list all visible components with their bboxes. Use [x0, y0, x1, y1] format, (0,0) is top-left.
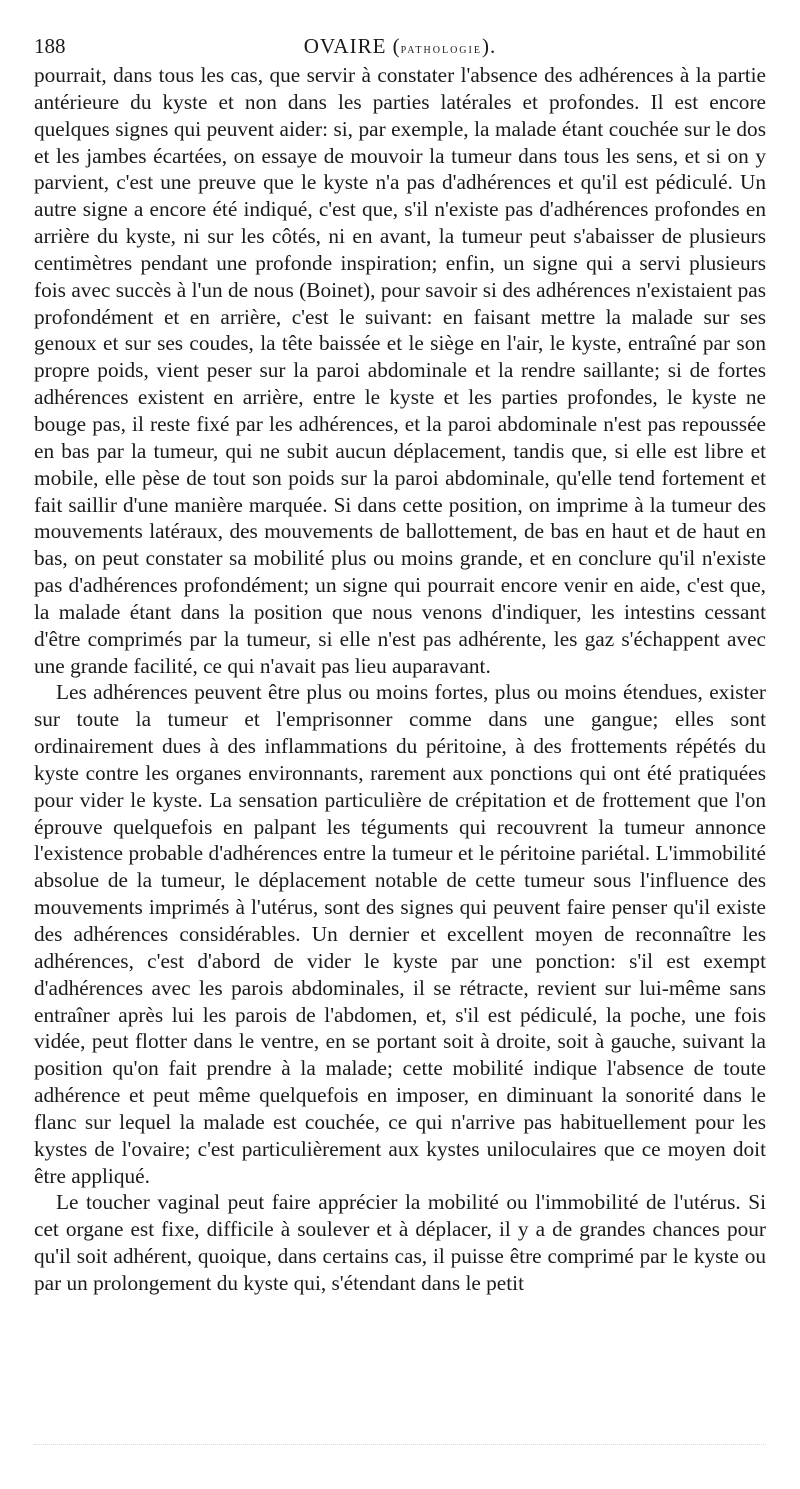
- paragraph-3: Le toucher vaginal peut faire apprécier la mobilité ou l'immobilité de l'utérus. Si cet organe est fixe, difficile à soulever et à déplacer, il y a de grandes chances pour qu'il soit adhérent, quoique, dans certains cas, il puisse être comprimé par le kyste ou par un prolongement du kyste qui, s'étendant dans le petit: [34, 1190, 766, 1295]
- paragraph-2: Les adhérences peuvent être plus ou moins fortes, plus ou moins étendues, exister sur toute la tumeur et l'emprisonner comme dans une gangue; elles sont ordinairement dues à des inflammations du péritoine, à des frottements répétés du kyste contre les organes environnants, rarement aux ponctions qui ont été pratiquées pour vider le kyste. La sensation particulière de crépitation et de frottement que l'on éprouve quelquefois en palpant les téguments qui recouvrent la tumeur annonce l'existence probable d'adhérences entre la tumeur et le péritoine pariétal. L'immobilité absolue de la tumeur, le déplacement notable de cette tumeur sous l'influence des mouvements imprimés à l'utérus, sont des signes qui peuvent faire penser qu'il existe des adhérences considérables. Un dernier et excellent moyen de reconnaître les adhérences, c'est d'abord de vider le kyste par une ponction: s'il est exempt d'adhérences avec les parois abdominales, il se rétracte, revient sur lui-même sans entraîner après lui les parois de l'abdomen, et, s'il est pédiculé, la poche, une fois vidée, peut flotter dans le ventre, en se portant soit à droite, soit à gauche, suivant la position qu'on fait prendre à la malade; cette mobilité indique l'absence de toute adhérence et peut même quelquefois en imposer, en diminuant la sonorité dans le flanc sur lequel la malade est couchée, ce qui n'arrive pas habituellement pour les kystes de l'ovaire; c'est particulièrement aux kystes uniloculaires que ce moyen doit être appliqué.: [34, 680, 766, 1188]
- running-title-end: ).: [481, 34, 497, 58]
- page-number: 188: [34, 34, 66, 58]
- running-title: [34, 30, 766, 66]
- bottom-bleed-through-marks: [34, 1444, 766, 1451]
- paragraph-1: pourrait, dans tous les cas, que servir à constater l'absence des adhérences à la partie antérieure du kyste et non dans les parties latérales et profondes. Il est encore quelques signes qui peuvent aider: si, par exemple, la malade étant couchée sur le dos et les jambes écartées, on essaye de mouvoir la tumeur dans tous les sens, et si on y parvient, c'est une preuve que le kyste n'a pas d'adhérences et qu'il est pédiculé. Un autre signe a encore été indiqué, c'est que, s'il n'existe pas d'adhérences profondes en arrière du kyste, ni sur les côtés, ni en avant, la tumeur peut s'abaisser de plusieurs centimètres pendant une profonde inspiration; enfin, un signe qui a servi plusieurs fois avec succès à l'un de nous (Boinet), pour savoir si des adhérences n'existaient pas profondément et en arrière, c'est le suivant: en faisant mettre la malade sur ses genoux et sur ses coudes, la tête baissée et le siège en l'air, le kyste, entraîné par son propre poids, vient peser sur la paroi abdominale et la rendre saillante; si de fortes adhérences existent en arrière, entre le kyste et les parties profondes, le kyste ne bouge pas, il reste fixé par les adhérences, et la paroi abdominale n'est pas repoussée en bas par la tumeur, qui ne subit aucun déplacement, tandis que, si elle est libre et mobile, elle pèse de tout son poids sur la paroi abdominale, qu'elle tend fortement et fait saillir d'une manière marquée. Si dans cette position, on imprime à la tumeur des mouvements latéraux, des mouvements de ballottement, de bas en haut et de haut en bas, on peut constater sa mobilité plus ou moins grande, et en conclure qu'il n'existe pas d'adhérences profondément; un signe qui pourrait encore venir en aide, c'est que, la malade étant dans la position que nous venons d'indiquer, les intestins cessant d'être comprimés par la tumeur, si elle n'est pas adhérente, les gaz s'échappent avec une grande facilité, ce qui n'avait pas lieu auparavant.: [34, 63, 766, 678]
- body-text: [34, 62, 766, 1297]
- running-title-main: OVAIRE (: [303, 34, 401, 58]
- running-head: [34, 30, 766, 62]
- document-page: [34, 30, 766, 1297]
- running-title-small: pathologie: [400, 42, 482, 57]
